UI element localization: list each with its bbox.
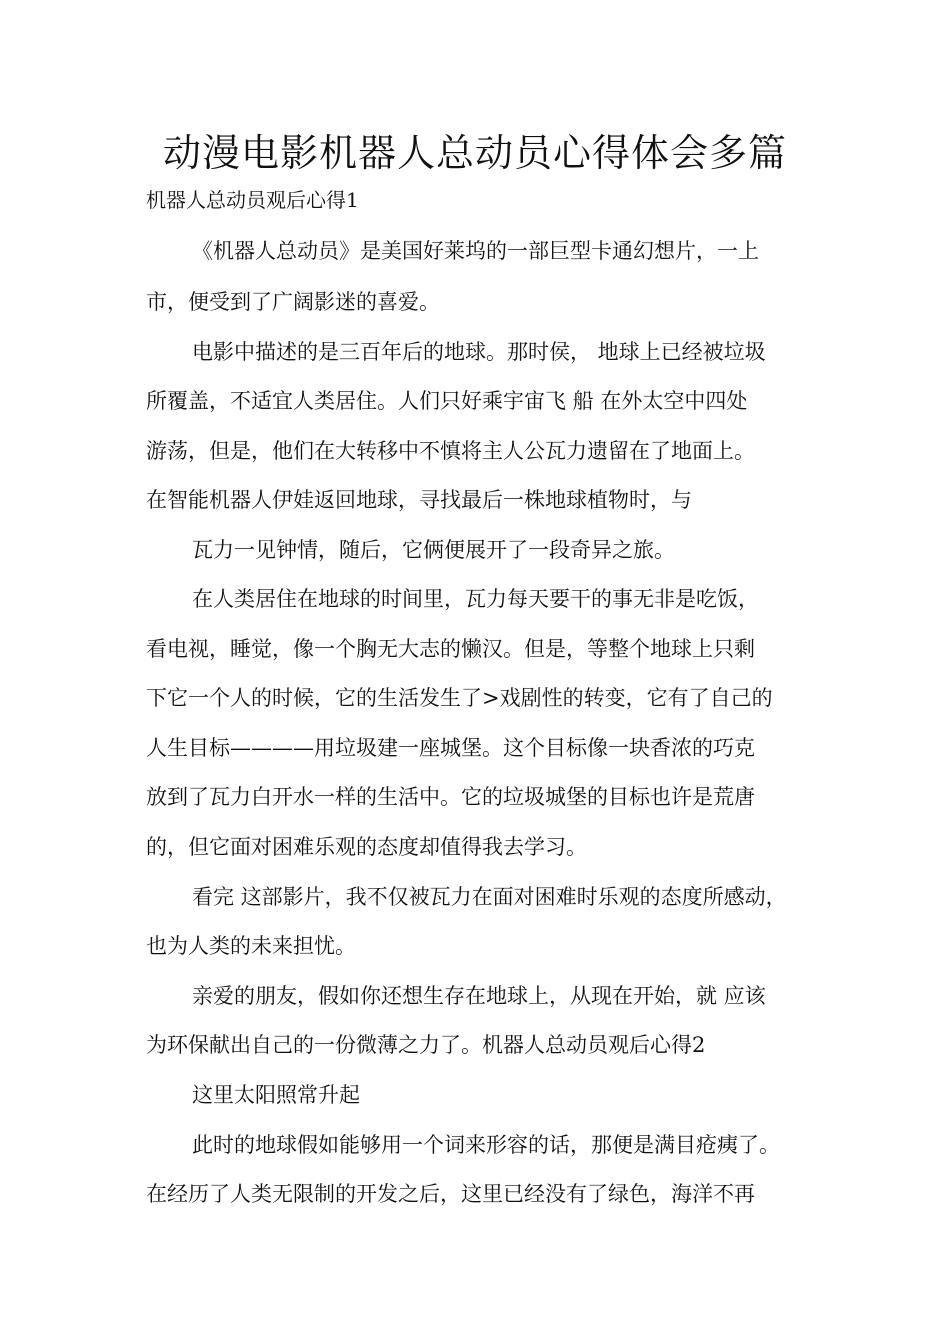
body-line: 电影中描述的是三百年后的地球。那时侯， 地球上已经被垃圾 xyxy=(192,340,766,364)
body-line: 市，便受到了广阔影迷的喜爱。 xyxy=(146,290,440,314)
body-line: 也为人类的未来担忧。 xyxy=(146,934,356,958)
body-line: 所覆盖，不适宜人类居住。人们只好乘宇宙飞 船 在外太空中四处 xyxy=(146,389,748,413)
body-line: 看完 这部影片，我不仅被瓦力在面对困难时乐观的态度所感动， xyxy=(192,885,787,909)
body-line: 的，但它面对困难乐观的态度却值得我去学习。 xyxy=(146,835,587,859)
body-line: 下它一个人的时候，它的生活发生了>戏剧性的转变，它有了自己的 xyxy=(146,686,773,710)
body-line: 瓦力一见钟情，随后，它俩便展开了一段奇异之旅。 xyxy=(192,538,675,562)
body-line: 游荡，但是，他们在大转移中不慎将主人公瓦力遗留在了地面上。 xyxy=(146,439,755,463)
body-line: 人生目标————用垃圾建一座城堡。这个目标像一块香浓的巧克 xyxy=(146,736,755,760)
section-heading: 机器人总动员观后心得1 xyxy=(146,188,359,212)
body-line: 在智能机器人伊娃返回地球，寻找最后一株地球植物时，与 xyxy=(146,488,692,512)
body-line: 这里太阳照常升起 xyxy=(192,1083,360,1107)
body-line: 亲爱的朋友，假如你还想生存在地球上，从现在开始，就 应该 xyxy=(192,984,766,1008)
body-line: 看电视，睡觉，像一个胸无大志的懒汉。但是，等整个地球上只剩 xyxy=(146,637,755,661)
body-line: 《机器人总动员》是美国好莱坞的一部巨型卡通幻想片，一上 xyxy=(192,239,759,263)
body-line: 在经历了人类无限制的开发之后，这里已经没有了绿色，海洋不再 xyxy=(146,1182,755,1206)
body-line: 在人类居住在地球的时间里，瓦力每天要干的事无非是吃饭， xyxy=(192,587,759,611)
document-title: 动漫电影机器人总动员心得体会多篇 xyxy=(162,131,787,175)
body-line: 此时的地球假如能够用一个词来形容的话，那便是满目疮痍了。 xyxy=(192,1133,780,1157)
body-line: 为环保献出自己的一份微薄之力了。机器人总动员观后心得2 xyxy=(146,1033,706,1057)
body-line: 放到了瓦力白开水一样的生活中。它的垃圾城堡的目标也许是荒唐 xyxy=(146,785,755,809)
